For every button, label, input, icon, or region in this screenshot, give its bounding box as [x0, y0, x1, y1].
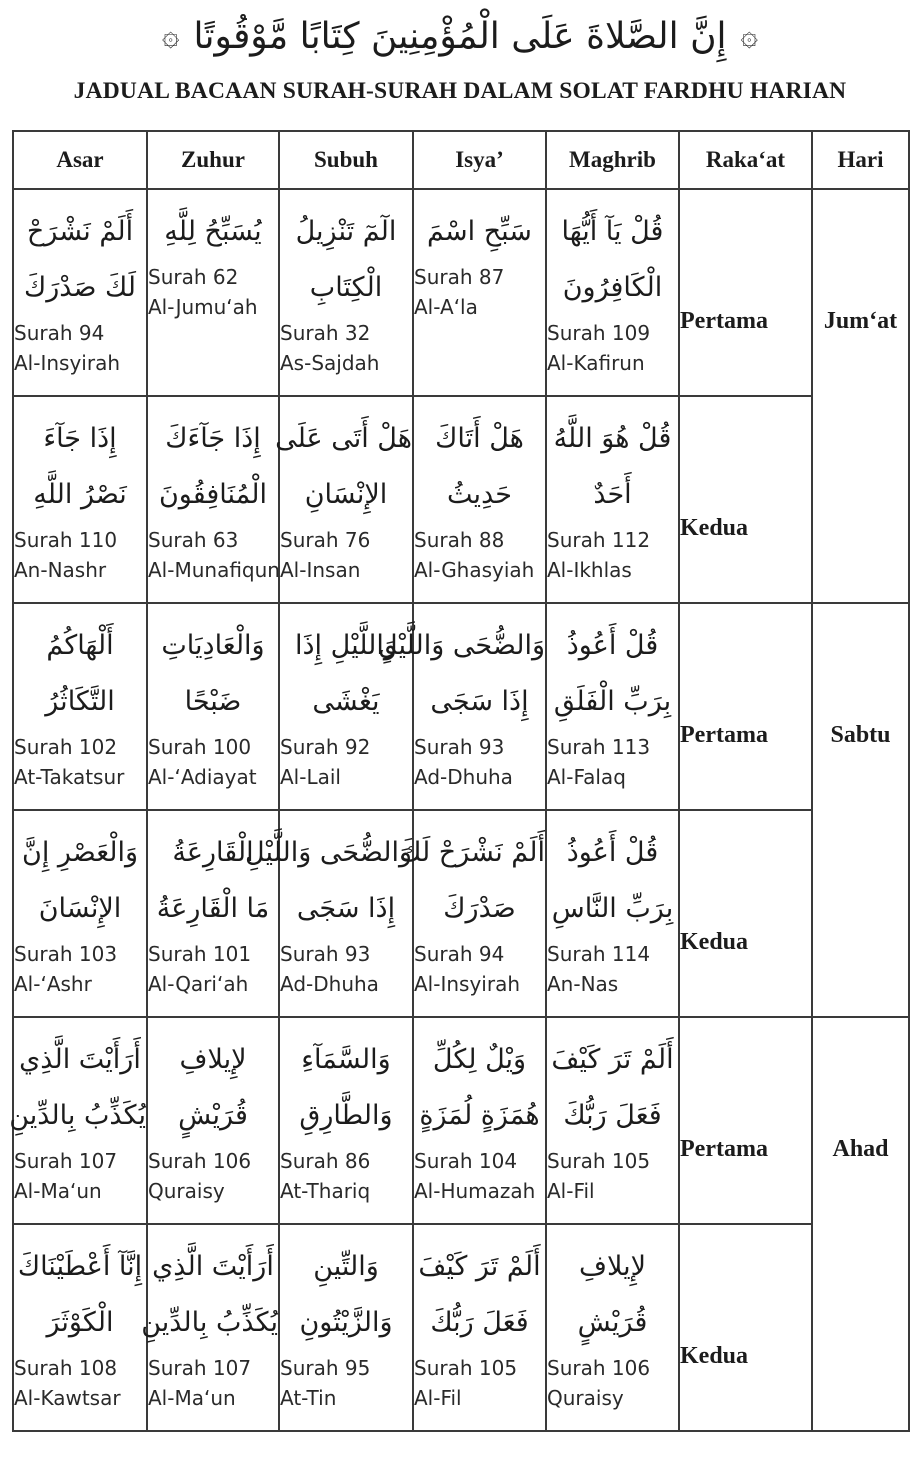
surah-name: Quraisy — [148, 1179, 225, 1203]
surah-cell-asar — [13, 396, 147, 603]
col-header-maghrib: Maghrib — [546, 131, 679, 189]
arabic-line-1: أَلَمْ نَشْرَحْ لَكَ — [399, 837, 545, 868]
hari-cell — [812, 189, 909, 603]
table-row — [13, 603, 909, 810]
surah-number: Surah 32 — [280, 321, 371, 345]
surah-name: Al-Ikhlas — [547, 558, 632, 582]
arabic-line-1: وَيْلٌ لِكُلِّ — [432, 1044, 527, 1075]
arabic-line-1: وَالضُّحَى وَاللَّيْلِ — [378, 630, 545, 661]
surah-number: Surah 106 — [148, 1149, 252, 1173]
surah-number: Surah 107 — [148, 1356, 252, 1380]
table-row — [13, 810, 909, 1017]
surah-cell-asar — [13, 603, 147, 810]
arabic-line-1: قُلْ هُوَ اللَّهُ — [553, 423, 672, 454]
arabic-line-2: الإِنْسَانَ — [38, 893, 122, 924]
surah-name: Al-Humazah — [414, 1179, 536, 1203]
surah-number: Surah 110 — [14, 528, 118, 552]
surah-name: At-Tin — [280, 1386, 337, 1410]
surah-name: Al-Kawtsar — [14, 1386, 121, 1410]
surah-cell-isya — [413, 396, 546, 603]
arabic-line-2: صَدْرَكَ — [443, 893, 516, 924]
arabic-line-2: مَا الْقَارِعَةُ — [156, 893, 270, 924]
hari-label: Jum‘at — [823, 308, 898, 334]
surah-name: An-Nas — [547, 972, 619, 996]
table-row — [13, 189, 909, 396]
surah-number: Surah 92 — [280, 735, 371, 759]
arabic-line-1: يُسَبِّحُ لِلَّهِ — [164, 216, 262, 247]
surah-cell-maghrib — [546, 396, 679, 603]
surah-number: Surah 103 — [14, 942, 118, 966]
arabic-line-1: قُلْ أَعُوذُ — [566, 630, 659, 661]
surah-name: An-Nashr — [14, 558, 107, 582]
arabic-line-1: لإِيلافِ — [578, 1251, 646, 1282]
surah-name: Al-Fil — [414, 1386, 462, 1410]
arabic-line-2: وَالطَّارِقِ — [299, 1100, 393, 1131]
surah-number: Surah 93 — [280, 942, 371, 966]
rakaat-label: Pertama — [680, 1136, 768, 1162]
arabic-line-2: يُكَذِّبُ بِالدِّينِ — [9, 1100, 146, 1131]
table-row — [13, 1224, 909, 1431]
arabic-line-1: إِنَّآ أَعْطَيْنَاكَ — [17, 1251, 143, 1282]
arabic-line-1: الٓمٓ تَنْزِيلُ — [295, 216, 397, 247]
hari-cell — [812, 603, 909, 1017]
surah-cell-subuh — [279, 1224, 413, 1431]
verse-text: إِنَّ الصَّلاةَ عَلَى الْمُؤْمِنِينَ كِتَابًا مَّوْقُوتًا — [193, 15, 727, 57]
surah-name: Ad-Dhuha — [280, 972, 379, 996]
arabic-line-1: وَالتِّينِ — [313, 1251, 379, 1282]
arabic-line-2: الْكَوْثَرَ — [46, 1307, 114, 1338]
col-header-isya: Isya’ — [413, 131, 546, 189]
surah-name: Al-A‘la — [414, 295, 478, 319]
surah-number: Surah 101 — [148, 942, 252, 966]
quran-verse-header — [0, 6, 920, 66]
arabic-line-1: أَلْهَاكُمُ — [46, 630, 114, 661]
surah-number: Surah 105 — [414, 1356, 518, 1380]
surah-cell-isya — [413, 1017, 546, 1224]
arabic-line-2: إِذَا سَجَى — [430, 686, 529, 717]
arabic-line-2: ضَبْحًا — [184, 686, 242, 717]
prayer-recitation-table — [9, 130, 910, 1432]
surah-number: Surah 100 — [148, 735, 252, 759]
col-header-zuhur: Zuhur — [147, 131, 279, 189]
arabic-line-1: أَلَمْ نَشْرَحْ — [26, 216, 134, 247]
surah-cell-zuhur — [147, 189, 279, 396]
arabic-line-1: وَالْعَادِيَاتِ — [161, 630, 265, 661]
surah-number: Surah 94 — [414, 942, 505, 966]
arabic-line-2: قُرَيْشٍ — [577, 1307, 648, 1338]
rakaat-cell — [679, 810, 812, 1017]
surah-name: Al-Ma‘un — [148, 1386, 236, 1410]
surah-name: Al-‘Ashr — [14, 972, 92, 996]
surah-cell-isya — [378, 603, 546, 810]
surah-name: At-Takatsur — [14, 765, 125, 789]
rakaat-label: Pertama — [680, 722, 768, 748]
col-header-asar: Asar — [13, 131, 147, 189]
hari-cell — [812, 1017, 909, 1431]
surah-cell-subuh — [275, 396, 413, 603]
surah-name: Al-Lail — [280, 765, 341, 789]
arabic-line-2: يَغْشَى — [312, 686, 380, 717]
ornament-right-icon: ۞ — [740, 18, 759, 53]
surah-cell-asar — [13, 1224, 147, 1431]
arabic-line-2: هُمَزَةٍ لُمَزَةٍ — [419, 1100, 540, 1131]
arabic-line-2: وَالزَّيْتُونِ — [299, 1307, 393, 1338]
rakaat-cell — [679, 189, 812, 396]
surah-number: Surah 109 — [547, 321, 651, 345]
arabic-line-1: قُلْ يَآ أَيُّهَا — [561, 216, 664, 247]
arabic-line-2: فَعَلَ رَبُّكَ — [563, 1100, 662, 1131]
arabic-line-1: إِذَا جَآءَكَ — [165, 423, 261, 454]
arabic-line-1: أَلَمْ تَرَ كَيْفَ — [418, 1251, 541, 1282]
surah-cell-isya — [399, 810, 546, 1017]
arabic-line-1: وَالسَّمَآءِ — [301, 1044, 391, 1075]
surah-number: Surah 104 — [414, 1149, 518, 1173]
surah-number: Surah 112 — [547, 528, 651, 552]
surah-name: As-Sajdah — [280, 351, 380, 375]
ornament-left-icon: ۞ — [161, 18, 180, 53]
surah-name: Al-Fil — [547, 1179, 595, 1203]
surah-name: Al-Munafiqun — [148, 558, 280, 582]
surah-name: Al-‘Adiayat — [148, 765, 257, 789]
surah-number: Surah 102 — [14, 735, 118, 759]
surah-cell-isya — [413, 1224, 546, 1431]
arabic-line-2: بِرَبِّ النَّاسِ — [551, 893, 674, 924]
surah-name: At-Thariq — [280, 1179, 371, 1203]
col-header-subuh: Subuh — [279, 131, 413, 189]
surah-cell-zuhur — [141, 1224, 279, 1431]
arabic-line-2: قُرَيْشٍ — [178, 1100, 248, 1131]
arabic-line-2: إِذَا سَجَى — [296, 893, 396, 924]
arabic-line-2: لَكَ صَدْرَكَ — [24, 272, 136, 303]
rakaat-cell — [679, 1017, 812, 1224]
surah-cell-maghrib — [546, 1224, 679, 1431]
surah-number: Surah 93 — [414, 735, 505, 759]
arabic-line-1: الْقَارِعَةُ — [172, 837, 254, 868]
surah-number: Surah 76 — [280, 528, 371, 552]
arabic-line-1: إِذَا جَآءَ — [43, 423, 117, 454]
surah-name: Al-Ma‘un — [14, 1179, 102, 1203]
surah-cell-isya — [413, 189, 546, 396]
surah-cell-subuh — [245, 810, 413, 1017]
surah-name: Al-Kafirun — [547, 351, 645, 375]
arabic-line-1: أَرَأَيْتَ الَّذِي — [19, 1044, 141, 1075]
hari-label: Sabtu — [830, 722, 891, 748]
arabic-line-2: الْمُنَافِقُونَ — [158, 479, 268, 510]
arabic-line-2: نَصْرُ اللَّهِ — [33, 479, 127, 510]
surah-cell-asar — [13, 189, 147, 396]
rakaat-label: Pertama — [680, 308, 768, 334]
table-row — [13, 396, 909, 603]
hari-label: Ahad — [832, 1136, 889, 1162]
surah-name: Al-Insan — [280, 558, 361, 582]
rakaat-label: Kedua — [680, 1343, 749, 1369]
surah-cell-asar — [9, 1017, 147, 1224]
table-row — [13, 1017, 909, 1224]
surah-name: Quraisy — [547, 1386, 624, 1410]
surah-number: Surah 86 — [280, 1149, 371, 1173]
surah-number: Surah 105 — [547, 1149, 651, 1173]
arabic-line-2: الْكِتَابِ — [309, 272, 383, 303]
surah-name: Al-Ghasyiah — [414, 558, 535, 582]
col-header-rakaat: Raka‘at — [679, 131, 812, 189]
rakaat-cell — [679, 396, 812, 603]
surah-number: Surah 62 — [148, 265, 239, 289]
surah-name: Al-Insyirah — [414, 972, 520, 996]
rakaat-cell — [679, 1224, 812, 1431]
arabic-line-1: وَالضُّحَى وَاللَّيْلِ — [245, 837, 412, 868]
surah-number: Surah 87 — [414, 265, 505, 289]
surah-number: Surah 94 — [14, 321, 105, 345]
surah-number: Surah 95 — [280, 1356, 371, 1380]
arabic-line-2: أَحَدٌ — [593, 479, 632, 510]
surah-cell-zuhur — [147, 396, 279, 603]
surah-name: Al-Qari‘ah — [148, 972, 249, 996]
surah-name: Al-Insyirah — [14, 351, 120, 375]
arabic-line-2: فَعَلَ رَبُّكَ — [430, 1307, 529, 1338]
surah-cell-zuhur — [147, 603, 279, 810]
surah-cell-zuhur — [147, 1017, 279, 1224]
arabic-line-1: أَلَمْ تَرَ كَيْفَ — [551, 1044, 674, 1075]
surah-number: Surah 63 — [148, 528, 239, 552]
arabic-line-1: وَاللَّيْلِ إِذَا — [295, 630, 397, 661]
arabic-line-2: الْكَافِرُونَ — [562, 272, 663, 303]
surah-number: Surah 88 — [414, 528, 505, 552]
surah-cell-asar — [13, 810, 147, 1017]
rakaat-label: Kedua — [680, 515, 749, 541]
arabic-line-2: التَّكَاثُرُ — [45, 686, 115, 717]
surah-number: Surah 107 — [14, 1149, 118, 1173]
surah-cell-maghrib — [546, 1017, 679, 1224]
surah-name: Ad-Dhuha — [414, 765, 513, 789]
arabic-line-1: سَبِّحِ اسْمَ — [427, 216, 532, 247]
surah-number: Surah 106 — [547, 1356, 651, 1380]
surah-number: Surah 114 — [547, 942, 651, 966]
arabic-line-2: حَدِيثُ — [447, 479, 512, 510]
surah-cell-subuh — [279, 1017, 413, 1224]
arabic-line-2: الإِنْسَانِ — [304, 479, 388, 510]
arabic-line-1: هَلْ أَتَى عَلَى — [275, 423, 412, 454]
arabic-line-1: هَلْ أَتَاكَ — [435, 423, 524, 454]
col-header-hari: Hari — [812, 131, 909, 189]
surah-cell-subuh — [279, 189, 413, 396]
arabic-line-2: بِرَبِّ الْفَلَقِ — [553, 686, 672, 717]
header-row — [13, 131, 909, 189]
arabic-line-1: قُلْ أَعُوذُ — [566, 837, 659, 868]
rakaat-cell — [679, 603, 812, 810]
surah-cell-maghrib — [546, 603, 679, 810]
surah-name: Al-Falaq — [547, 765, 626, 789]
surah-number: Surah 113 — [547, 735, 651, 759]
surah-number: Surah 108 — [14, 1356, 118, 1380]
arabic-line-2: يُكَذِّبُ بِالدِّينِ — [141, 1307, 278, 1338]
rakaat-label: Kedua — [680, 929, 749, 955]
arabic-line-1: وَالْعَصْرِ إِنَّ — [21, 837, 138, 868]
surah-name: Al-Jumu‘ah — [148, 295, 258, 319]
arabic-line-1: لإِيلافِ — [179, 1044, 247, 1075]
arabic-line-1: أَرَأَيْتَ الَّذِي — [152, 1251, 274, 1282]
surah-cell-maghrib — [546, 810, 679, 1017]
page-title: JADUAL BACAAN SURAH-SURAH DALAM SOLAT FARDHU HARIAN — [73, 78, 847, 104]
surah-cell-maghrib — [546, 189, 679, 396]
